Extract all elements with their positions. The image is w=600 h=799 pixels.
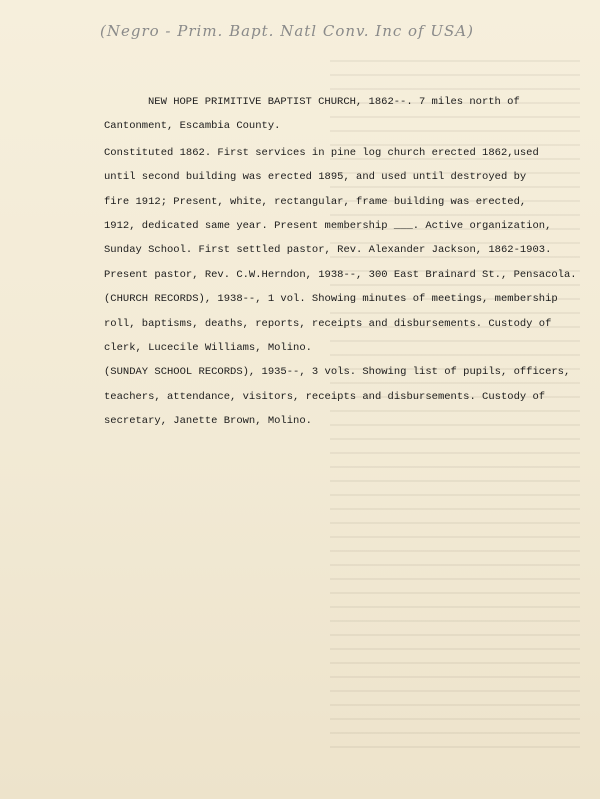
text-line: fire 1912; Present, white, rectangular, frame building was erected, — [104, 195, 527, 208]
text-line: Sunday School. First settled pastor, Rev. Alexander Jackson, 1862-1903. — [104, 244, 552, 257]
text-line: Constituted 1862. First services in pine log church erected 1862,used — [104, 146, 539, 159]
text-line: teachers, attendance, visitors, receipts and disbursements. Custody of — [104, 390, 546, 403]
document-body — [104, 90, 577, 433]
sunday-school-records-entry — [104, 360, 571, 433]
text-line: secretary, Janette Brown, Molino. — [104, 415, 312, 428]
text-line: (SUNDAY SCHOOL RECORDS), 1935--, 3 vols. Showing list of pupils, officers, — [104, 366, 571, 379]
church-description — [104, 141, 577, 287]
text-line: clerk, Lucecile Williams, Molino. — [104, 341, 312, 354]
text-line: 1912, dedicated same year. Present membership ___. Active organization, — [104, 219, 552, 232]
heading-line-2: Cantonment, Escambia County. — [104, 120, 281, 133]
text-line: Present pastor, Rev. C.W.Herndon, 1938--, 300 East Brainard St., Pensacola. — [104, 268, 577, 281]
handwritten-note: (Negro - Prim. Bapt. Natl Conv. Inc of USA) — [100, 22, 474, 40]
text-line: (CHURCH RECORDS), 1938--, 1 vol. Showing minutes of meetings, membership — [104, 293, 558, 306]
text-line: until second building was erected 1895, and used until destroyed by — [104, 171, 527, 184]
church-heading — [104, 90, 554, 139]
church-records-entry — [104, 287, 558, 360]
heading-line-1: NEW HOPE PRIMITIVE BAPTIST CHURCH, 1862--. 7 miles north of — [148, 96, 520, 108]
text-line: roll, baptisms, deaths, reports, receipts and disbursements. Custody of — [104, 317, 552, 330]
